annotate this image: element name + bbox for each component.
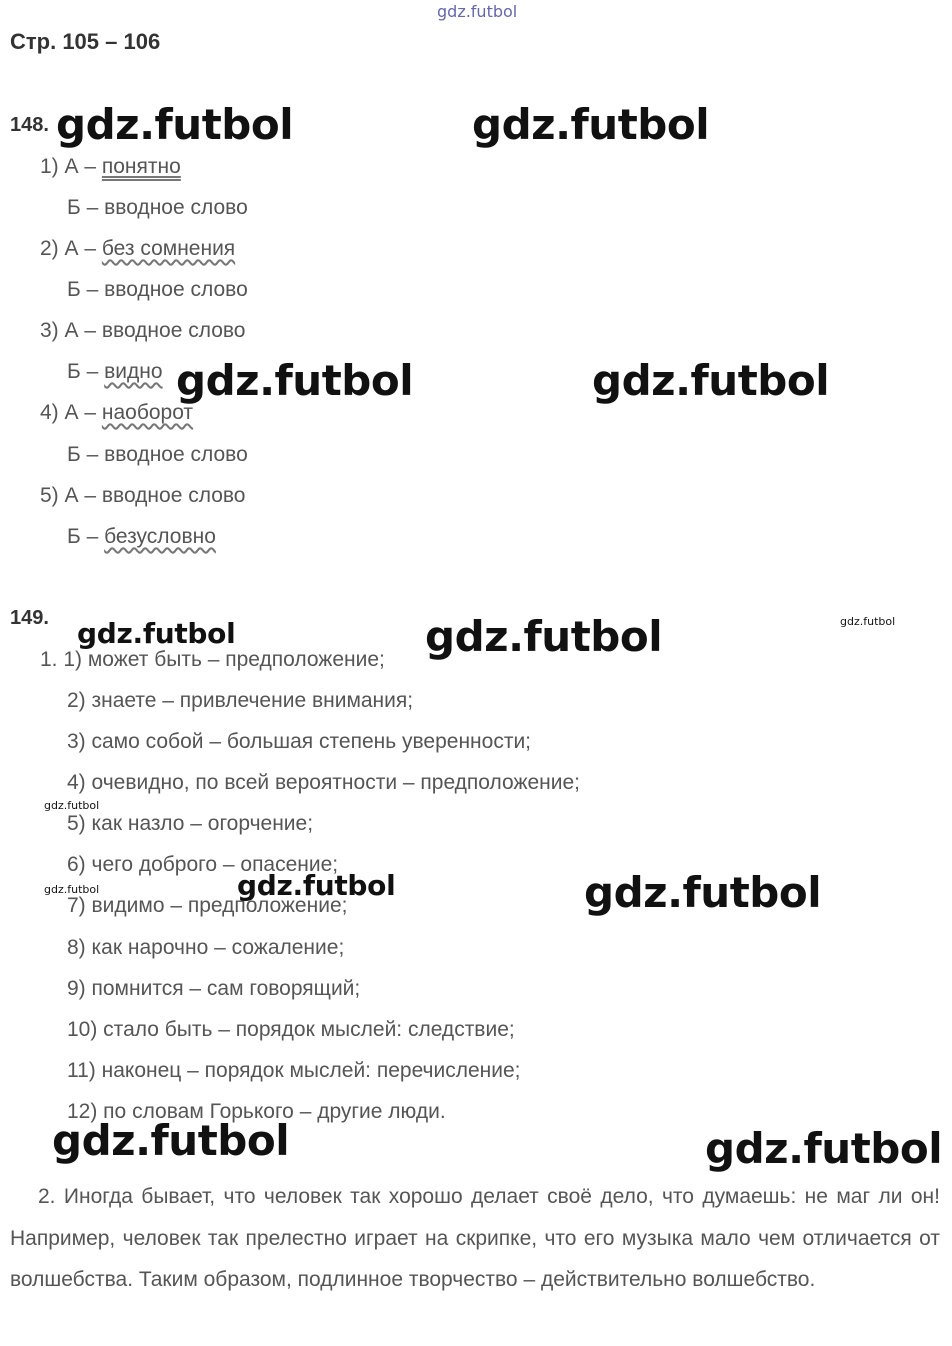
watermark: gdz.futbol <box>44 799 100 812</box>
ex148-item-4b: Б – вводное слово <box>67 443 248 466</box>
ex149-line-7: 7) видимо – предположение; <box>67 894 348 917</box>
watermark: gdz.futbol <box>237 869 396 902</box>
watermark: gdz.futbol <box>840 615 896 628</box>
ex148-item-2b: Б – вводное слово <box>67 278 248 301</box>
ex148-item-1b: Б – вводное слово <box>67 196 248 219</box>
ex148-item-3b: Б – видно <box>67 360 163 383</box>
ex148-item-3a: 3) А – вводное слово <box>40 319 246 342</box>
ex149-line-5: 5) как назло – огорчение; <box>67 812 314 835</box>
ex149-line-2: 2) знаете – привлечение внимания; <box>67 689 414 712</box>
ex149-line-9: 9) помнится – сам говорящий; <box>67 977 361 1000</box>
watermark: gdz.futbol <box>425 612 663 661</box>
watermark: gdz.futbol <box>176 356 414 405</box>
ex148-item-1a: 1) А – понятно <box>40 155 181 178</box>
ex149-line-10: 10) стало быть – порядок мыслей: следствие; <box>67 1018 515 1041</box>
ex148-item-2a: 2) А – без сомнения <box>40 237 236 260</box>
watermark: gdz.futbol <box>44 883 100 896</box>
ex149-line-12: 12) по словам Горького – другие люди. <box>67 1100 446 1123</box>
ex148-item-4a: 4) А – наоборот <box>40 401 194 424</box>
ex149-line-1: 1. 1) может быть – предположение; <box>40 648 385 671</box>
ex149-line-11: 11) наконец – порядок мыслей: перечисление; <box>67 1059 521 1082</box>
ex149-line-4: 4) очевидно, по всей вероятности – предположение; <box>67 771 581 794</box>
ex149-part2-paragraph: 2. Иногда бывает, что человек так хорошо делает своё дело, что думаешь: не маг ли он! Например, человек так прелестно играет на скрипке, что его музыка мало чем отличается от волшебства. Таким образом, подлинное творчество – действительно волшебство. <box>10 1185 940 1291</box>
watermark: gdz.futbol <box>584 868 822 917</box>
ex149-line-3: 3) само собой – большая степень уверенности; <box>67 730 532 753</box>
page-title: Стр. 105 – 106 <box>10 29 161 54</box>
ex149-line-8: 8) как нарочно – сожаление; <box>67 936 345 959</box>
watermark: gdz.futbol <box>56 100 294 149</box>
ex149-line-6: 6) чего доброго – опасение; <box>67 853 339 876</box>
watermark: gdz.futbol <box>705 1124 943 1173</box>
exercise-149-number: 149. <box>10 607 49 629</box>
site-watermark-top: gdz.futbol <box>437 2 518 21</box>
exercise-148-number: 148. <box>10 114 49 136</box>
ex148-item-5a: 5) А – вводное слово <box>40 484 246 507</box>
watermark: gdz.futbol <box>52 1116 290 1165</box>
watermark: gdz.futbol <box>592 356 830 405</box>
ex148-item-5b: Б – безусловно <box>67 525 216 548</box>
watermark: gdz.futbol <box>77 617 236 650</box>
watermark: gdz.futbol <box>472 100 710 149</box>
